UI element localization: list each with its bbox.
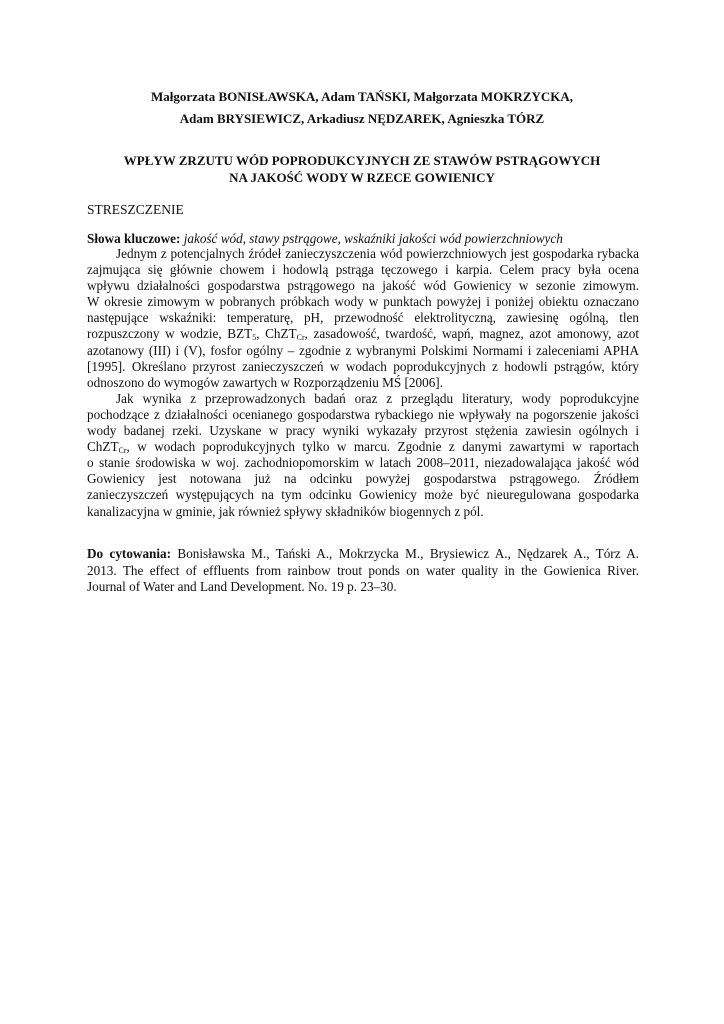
abstract-line: pochodzące z działalności ocenianego gospodarstwa rybackiego nie wpływały na pogorszenie jakości (87, 406, 639, 422)
abstract-line: azotanowy (III) i (V), fosfor ogólny – zgodnie z wybranymi Polskimi Normami i zaleceniami APHA (87, 342, 639, 358)
abstract-line (87, 439, 639, 455)
citation-line: Journal of Water and Land Development. No. 19 p. 23–30. (87, 579, 397, 594)
citation-line (87, 546, 639, 563)
keywords-label: Słowa kluczowe: (87, 231, 181, 246)
text-span: , zasadowość, twardość, wapń, magnez, azot amonowy, azot (304, 326, 639, 342)
section-heading: STRESZCZENIE (87, 202, 184, 217)
abstract-line: o stanie środowiska w woj. zachodniopomorskim w latach 2008–2011, niezadowalająca jakość wód (87, 455, 639, 471)
abstract-line: zajmująca się głównie chowem i hodowlą pstrąga tęczowego i karpia. Celem pracy była ocena (87, 262, 639, 278)
author-line-1: Małgorzata BONISŁAWSKA, Adam TAŃSKI, Małgorzata MOKRZYCKA, (150, 89, 574, 104)
abstract-line: kanalizacyjna w gminie, jak również spływy składników biogennych z pól. (87, 503, 484, 519)
citation-block (87, 546, 639, 596)
citation-label: Do cytowania: (87, 546, 172, 561)
title-line-2: NA JAKOŚĆ WODY W RZECE GOWIENICY (229, 170, 495, 185)
abstract-line: wpływu działalności gospodarstwa pstrągowego na jakość wód Gowienicy w sezonie zimowym. (87, 278, 639, 294)
text-span: rozpuszczony w wodzie, BZT (87, 326, 253, 342)
author-list (60, 86, 664, 130)
author-line-2: Adam BRYSIEWICZ, Arkadiusz NĘDZAREK, Agnieszka TÓRZ (179, 111, 545, 126)
paper-title (60, 152, 664, 186)
abstract-line: Jednym z potencjalnych źródeł zanieczyszczenia wód powierzchniowych jest gospodarka rybacka (116, 246, 639, 261)
text-span: ChZT (87, 439, 119, 455)
abstract-line: wody badanej rzeki. Uzyskane w pracy wyniki wykazały przyrost stężenia zawiesin ogólnych i (87, 423, 639, 439)
abstract-body (87, 246, 639, 520)
abstract-paragraph-2 (87, 391, 639, 520)
subscript: Cr (118, 446, 127, 456)
citation-line: 2013. The effect of effluents from rainbow trout ponds on water quality in the Gowienica River. (87, 562, 639, 578)
abstract-line: następujące wskaźniki: temperaturę, pH, przewodność elektrolityczną, zawiesinę ogólną, tlen (87, 310, 639, 326)
abstract-line (87, 326, 639, 342)
title-line-1: WPŁYW ZRZUTU WÓD POPRODUKCYJNYCH ZE STAWÓW PSTRĄGOWYCH (123, 153, 601, 168)
abstract-line: odnoszono do wymogów zawartych w Rozporządzeniu MŚ [2006]. (87, 374, 443, 390)
abstract-line: [1995]. Określano przyrost zanieczyszczeń w wodach poprodukcyjnych z hodowli pstrągów, który (87, 358, 639, 374)
text-span: , w wodach poprodukcyjnych tylko w marcu. Zgodnie z danymi zawartymi w raportach (126, 439, 639, 455)
abstract-line: Jak wynika z przeprowadzonych badań oraz z przeglądu literatury, wody poprodukcyjne (116, 390, 639, 406)
abstract-line: Gowienicy jest notowana już na odcinku powyżej gospodarstwa pstrągowego. Źródłem (87, 471, 639, 487)
abstract-paragraph-1 (87, 246, 639, 391)
subscript: Cr (296, 333, 305, 343)
abstract-line: zanieczyszczeń występujących na tym odcinku Gowienicy może być nieuregulowana gospodarka (87, 487, 639, 503)
text-span: , ChZT (256, 326, 297, 342)
keywords-text: jakość wód, stawy pstrągowe, wskaźniki jakości wód powierzchniowych (183, 231, 563, 246)
text-span: Bonisławska M., Tański A., Mokrzycka M., Brysiewicz A., Nędzarek A., Tórz A. (177, 546, 640, 561)
subscript: 5 (252, 333, 257, 343)
abstract-line: W okresie zimowym w pobranych próbkach wody w punktach powyżej i poniżej obiektu oznaczano (87, 294, 639, 310)
